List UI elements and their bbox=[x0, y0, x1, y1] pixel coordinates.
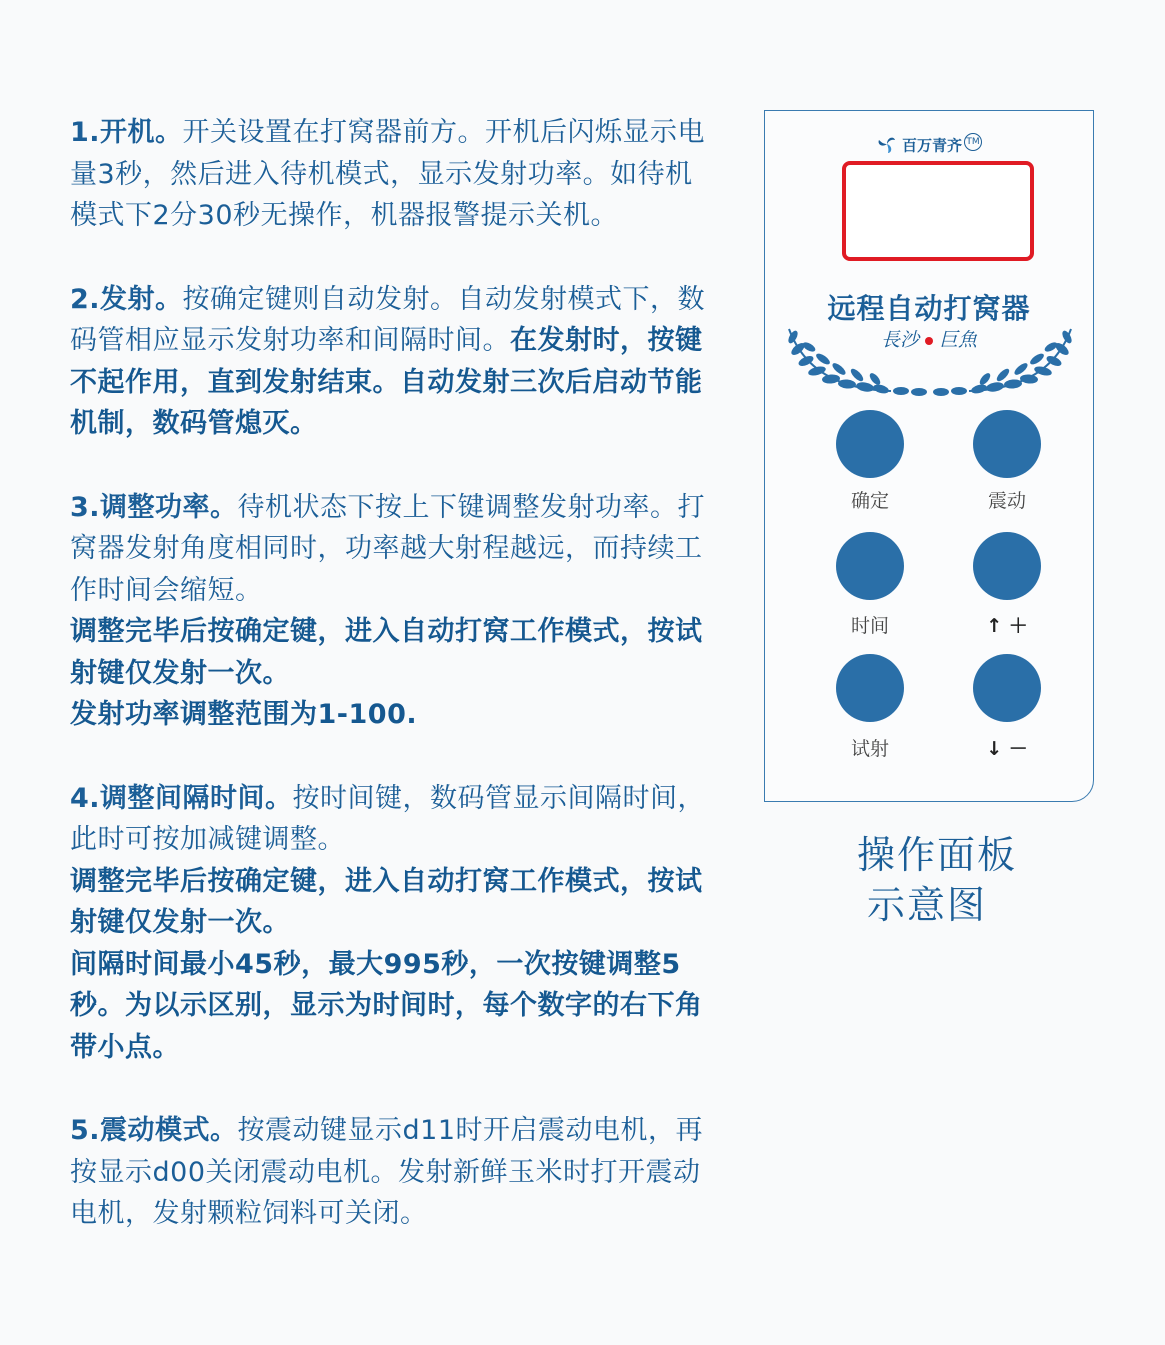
section-launch bbox=[70, 279, 720, 445]
digital-display bbox=[842, 161, 1034, 261]
confirm-button[interactable] bbox=[836, 410, 904, 478]
subbrand-left: 長沙 bbox=[880, 329, 919, 351]
up-plus-button[interactable] bbox=[973, 532, 1041, 600]
panel-caption bbox=[857, 830, 1017, 930]
vibrate-button-label: 震动 bbox=[987, 490, 1026, 512]
section-bold-paragraph: 调整完毕后按确定键，进入自动打窝工作模式，按试射键仅发射一次。 bbox=[70, 865, 703, 938]
brand bbox=[765, 133, 1093, 159]
time-button[interactable] bbox=[836, 532, 904, 600]
test-fire-button[interactable] bbox=[836, 654, 904, 722]
instructions bbox=[70, 112, 720, 1277]
section-paragraph bbox=[70, 778, 720, 861]
up-plus-button-label: ↑ ＋ bbox=[986, 615, 1028, 637]
trademark-badge: TM bbox=[964, 133, 982, 151]
confirm-button-label: 确定 bbox=[850, 490, 889, 512]
section-power-on bbox=[70, 112, 720, 237]
section-heading: 2.发射。 bbox=[70, 283, 183, 315]
control-panel bbox=[764, 110, 1094, 802]
section-bold-paragraph: 调整完毕后按确定键，进入自动打窝工作模式，按试射键仅发射一次。 bbox=[70, 616, 703, 689]
section-paragraph bbox=[70, 279, 720, 445]
red-dot-icon bbox=[925, 337, 933, 345]
section-text: 待机状态下按上下键调整发射功率。打窝器发射角度相同时，功率越大射程越远，而持续工作时间会缩短。 bbox=[70, 491, 706, 606]
section-bold-text: 在发射时，按键不起作用，直到发射结束。自动发射三次后启动节能机制，数码管熄灭。 bbox=[70, 325, 703, 439]
product-title: 远程自动打窝器 bbox=[827, 292, 1031, 325]
section-heading: 3.调整功率。 bbox=[70, 491, 238, 523]
down-minus-button[interactable] bbox=[973, 654, 1041, 722]
section-text: 开关设置在打窝器前方。开机后闪烁显示电量3秒，然后进入待机模式，显示发射功率。如待机模式下2分30秒无操作，机器报警提示关机。 bbox=[70, 117, 706, 231]
section-adjust-power bbox=[70, 487, 720, 736]
section-text: 按时间键，数码管显示间隔时间，此时可按加减键调整。 bbox=[70, 782, 706, 855]
section-heading: 5.震动模式。 bbox=[70, 1115, 238, 1146]
section-text: 按确定键则自动发射。自动发射模式下，数码管相应显示发射功率和间隔时间。 bbox=[70, 283, 706, 356]
vibrate-button[interactable] bbox=[973, 410, 1041, 478]
caption-line-1: 操作面板 bbox=[857, 833, 1018, 877]
time-button-label: 时间 bbox=[850, 615, 889, 637]
section-bold-paragraph: 发射功率调整范围为1-100. bbox=[70, 699, 418, 730]
section-heading: 4.调整间隔时间。 bbox=[70, 782, 293, 814]
caption-line-2: 示意图 bbox=[867, 883, 988, 927]
section-paragraph bbox=[70, 487, 720, 612]
section-adjust-interval bbox=[70, 778, 720, 1069]
down-minus-button-label: ↓ － bbox=[986, 738, 1028, 760]
section-heading: 1.开机。 bbox=[70, 117, 183, 148]
subbrand bbox=[765, 325, 1093, 352]
section-bold-paragraph: 间隔时间最小45秒，最大995秒，一次按键调整5秒。为以示区别，显示为时间时，每个数字的右下角带小点。 bbox=[70, 948, 703, 1063]
subbrand-right: 巨魚 bbox=[939, 329, 978, 351]
brand-logo-icon bbox=[876, 133, 898, 159]
section-text: 按震动键显示d11时开启震动电机，再按显示d00关闭震动电机。发射新鲜玉米时打开震动电机，发射颗粒饲料可关闭。 bbox=[70, 1115, 704, 1229]
test-fire-button-label: 试射 bbox=[850, 738, 889, 760]
brand-name: 百万青齐 bbox=[901, 136, 962, 155]
section-vibration-mode bbox=[70, 1110, 720, 1235]
section-paragraph bbox=[70, 1110, 720, 1235]
section-paragraph bbox=[70, 112, 720, 237]
